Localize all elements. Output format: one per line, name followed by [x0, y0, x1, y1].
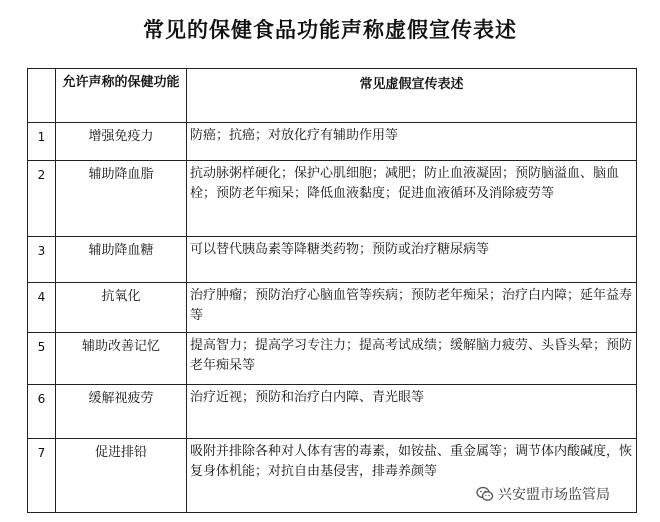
page-title: 常见的保健食品功能声称虚假宣传表述	[143, 17, 517, 42]
row-claims: 吸附并排除各种对人体有害的毒素，如铵盐、重金属等；调节体内酸碱度，恢复身体机能；对抗自由基侵害，排毒养颜等	[187, 439, 637, 513]
row-function: 促进排铅	[56, 439, 187, 513]
row-function: 抗氧化	[56, 283, 187, 333]
table-row	[28, 161, 637, 237]
wechat-icon	[476, 485, 494, 503]
table-row	[28, 237, 637, 283]
row-function: 辅助降血脂	[56, 161, 187, 237]
row-num: 1	[28, 123, 56, 161]
row-num: 3	[28, 237, 56, 283]
row-claims: 防癌；抗癌；对放化疗有辅助作用等	[187, 123, 637, 161]
row-num: 2	[28, 161, 56, 237]
table-row	[28, 385, 637, 439]
row-num: 5	[28, 333, 56, 385]
header-claims: 常见虚假宣传表述	[187, 69, 637, 123]
watermark-text: 兴安盟市场监管局	[498, 487, 610, 503]
row-claims: 抗动脉粥样硬化；保护心肌细胞；减肥；防止血液凝固；预防脑溢血、脑血栓；预防老年痴呆；降低血液黏度；促进血液循环及消除疲劳等	[187, 161, 637, 237]
row-num: 6	[28, 385, 56, 439]
table-row	[28, 333, 637, 385]
row-function: 增强免疫力	[56, 123, 187, 161]
table-row	[28, 283, 637, 333]
row-num: 4	[28, 283, 56, 333]
row-num: 7	[28, 439, 56, 513]
row-function: 辅助改善记忆	[56, 333, 187, 385]
row-claims: 提高智力；提高学习专注力；提高考试成绩；缓解脑力疲劳、头昏头晕；预防老年痴呆等	[187, 333, 637, 385]
row-function: 辅助降血糖	[56, 237, 187, 283]
row-function: 缓解视疲劳	[56, 385, 187, 439]
header-function: 允许声称的保健功能	[56, 69, 187, 123]
watermark	[476, 484, 610, 504]
table-header-row	[28, 69, 637, 123]
row-claims: 治疗肿瘤；预防治疗心脑血管等疾病；预防老年痴呆；治疗白内障；延年益寿等	[187, 283, 637, 333]
table-row	[28, 123, 637, 161]
row-claims: 治疗近视；预防和治疗白内障、青光眼等	[187, 385, 637, 439]
row-claims: 可以替代胰岛素等降糖类药物；预防或治疗糖尿病等	[187, 237, 637, 283]
claims-table	[27, 68, 637, 513]
header-num	[28, 69, 56, 123]
